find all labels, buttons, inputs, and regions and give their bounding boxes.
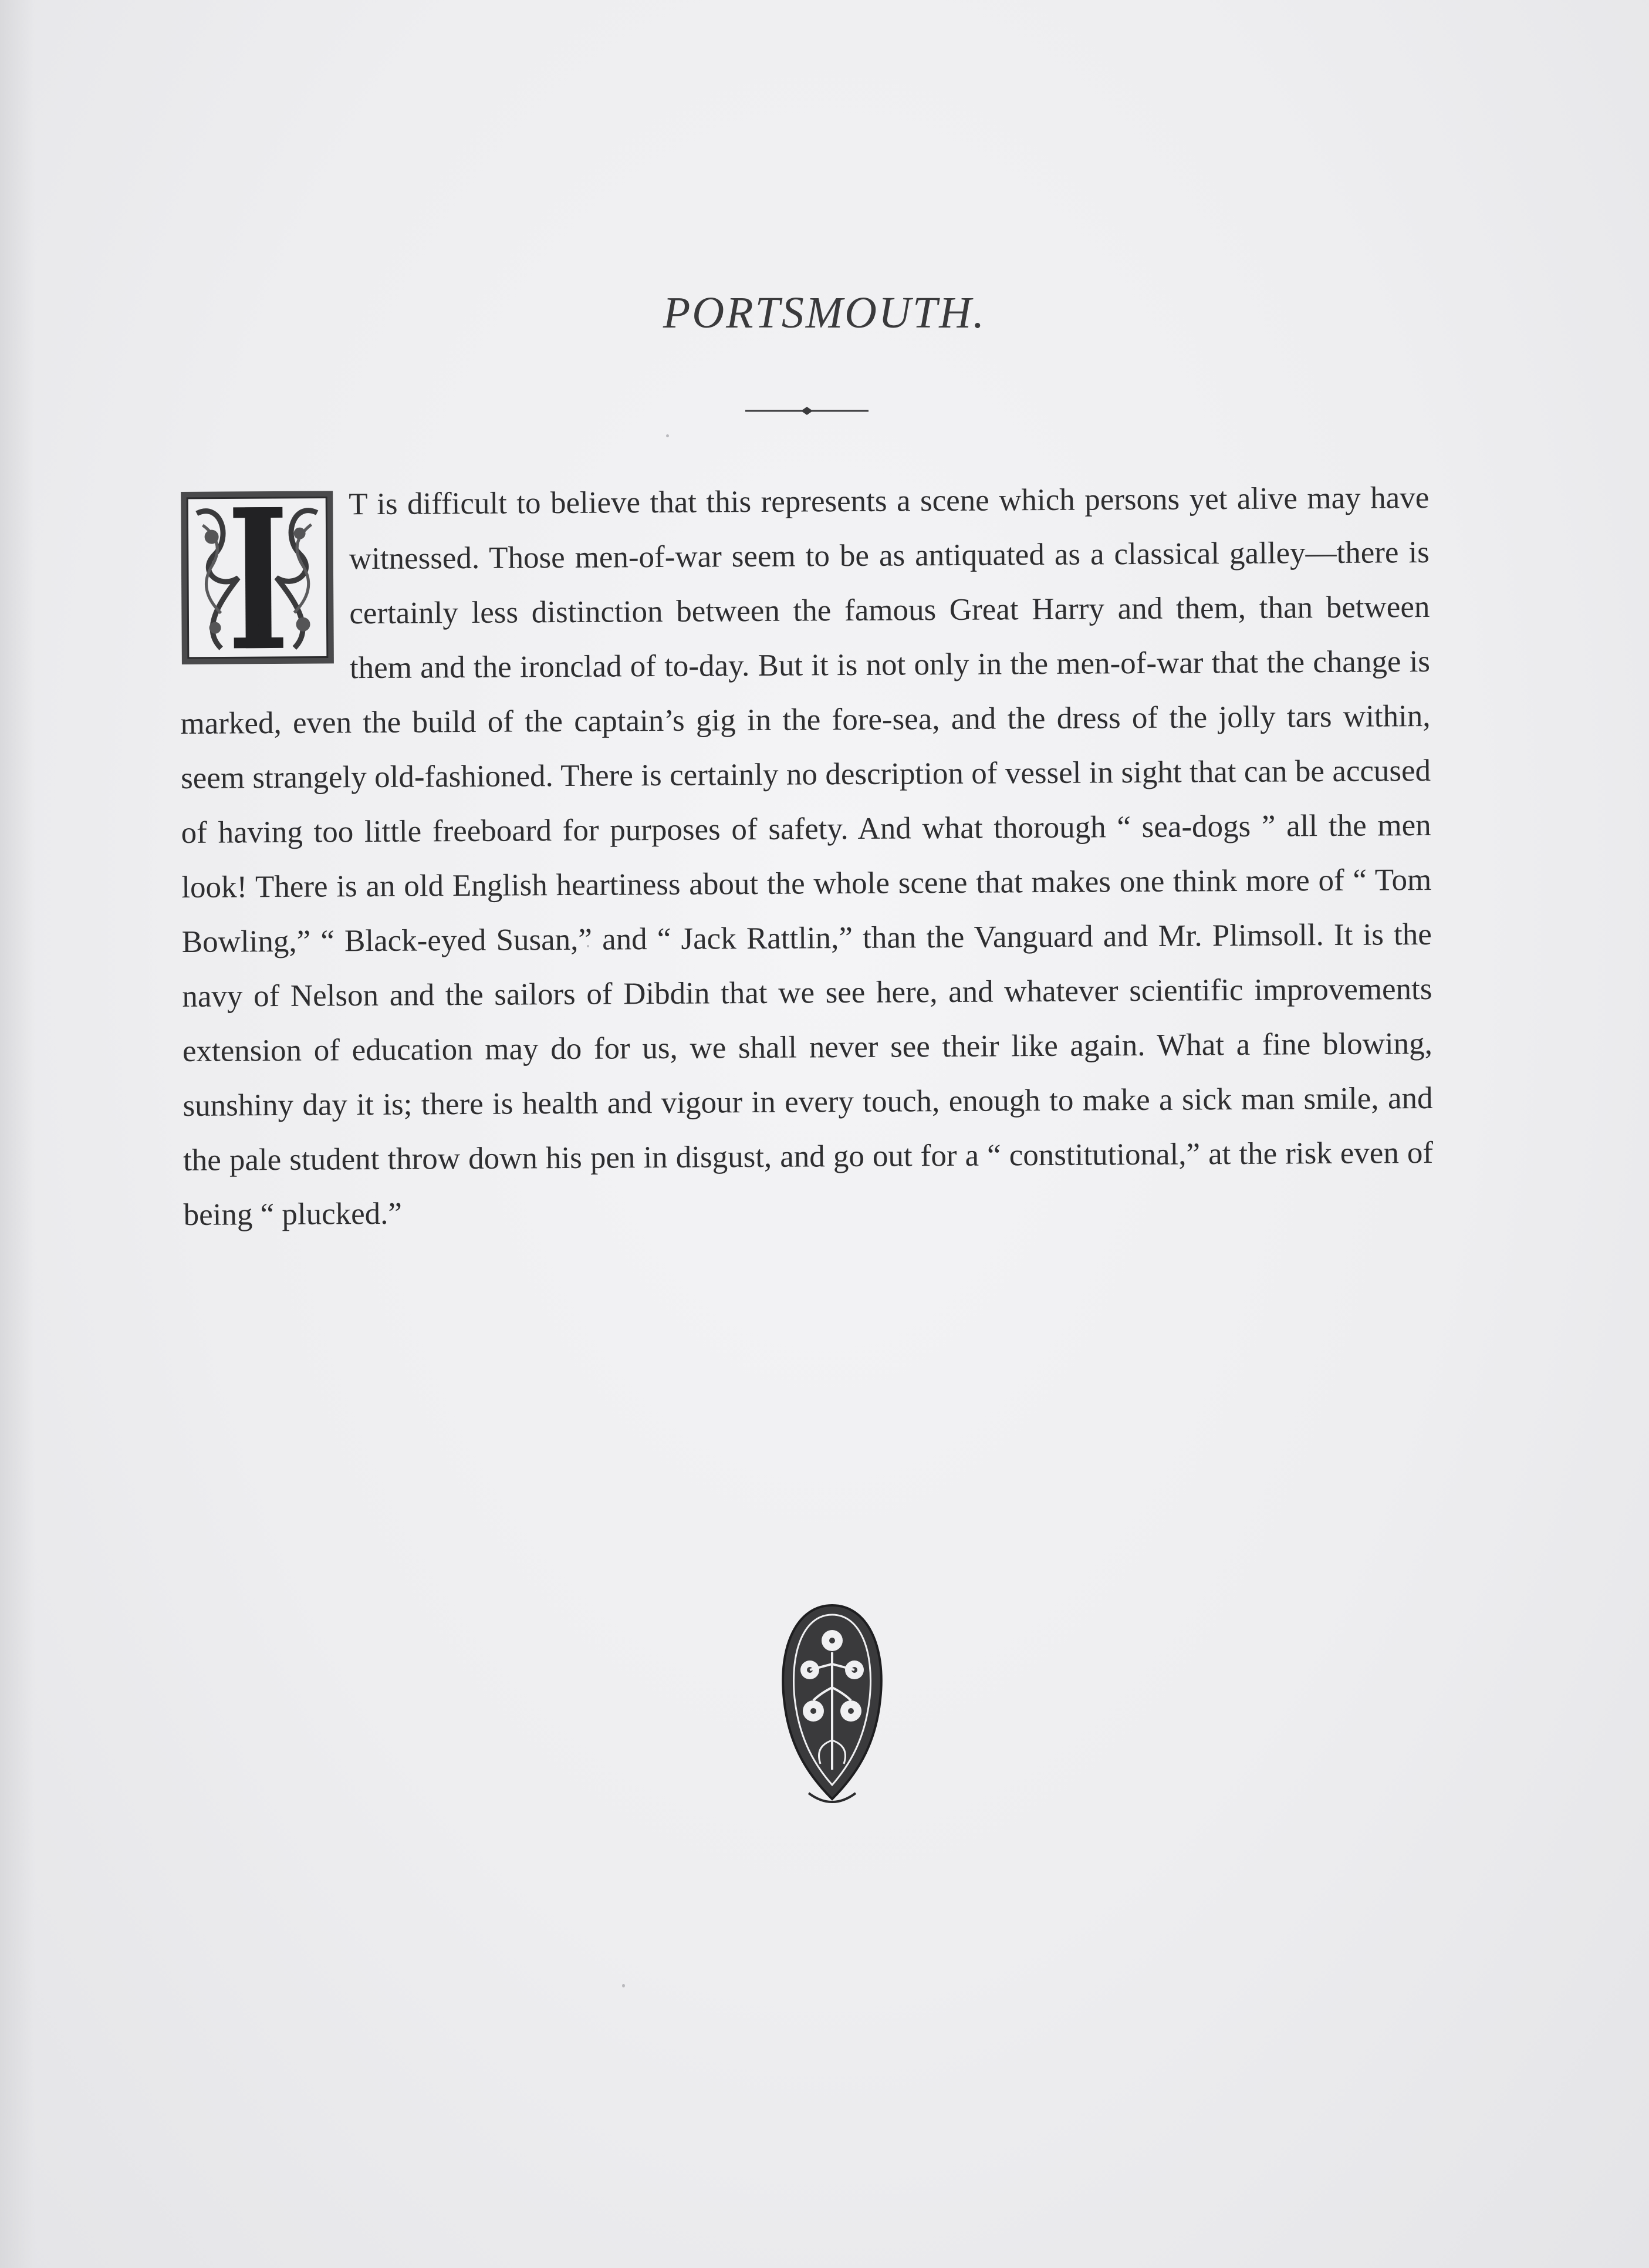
body-paragraph: T is difficult to believe that this represents a scene which persons yet alive may have witnessed. Those men-of-war seem to be as antiquated as a classical galley—there is certainly less distinction between the famous Great Harry and them, than between them and the ironclad of to-day. But it is not only in the men-of-war that the change is marked, even the build of the captain’s gig in the fore-sea, and the dress of the jolly tars within, seem strangely old-fashioned. There is certainly no description of vessel in sight that can be accused of having too little freeboard for purposes of safety. And what thorough “ sea-dogs ” all the men look! There is an old English heartiness about the whole scene that makes one think more of “ Tom Bowling,” “ Black-eyed Susan,” and “ Jack Rattlin,” than the Vanguard and Mr. Plimsoll. It is the navy of Nelson and the sailors of Dibdin that we see here, and whatever scientific improvements extension of education may do for us, we shall never see their like again. What a fine blowing, sunshiny day it is; there is health and vigour in every touch, enough to make a sick man smile, and the pale student throw down his pen in disgust, and go out for a “ constitutional,” at the risk even of being “ plucked.” xyxy=(180,480,1434,1232)
paper-speck xyxy=(666,434,669,437)
paper-speck xyxy=(622,1984,625,1987)
article-body xyxy=(179,471,1434,1243)
page-title: PORTSMOUTH. xyxy=(663,288,986,338)
floral-fleuron-icon xyxy=(773,1599,891,1811)
illuminated-initial-icon xyxy=(179,489,336,666)
page-gutter-shadow xyxy=(0,0,35,2268)
ornamental-rule-icon xyxy=(745,405,869,417)
svg-text:I: I xyxy=(257,623,260,630)
